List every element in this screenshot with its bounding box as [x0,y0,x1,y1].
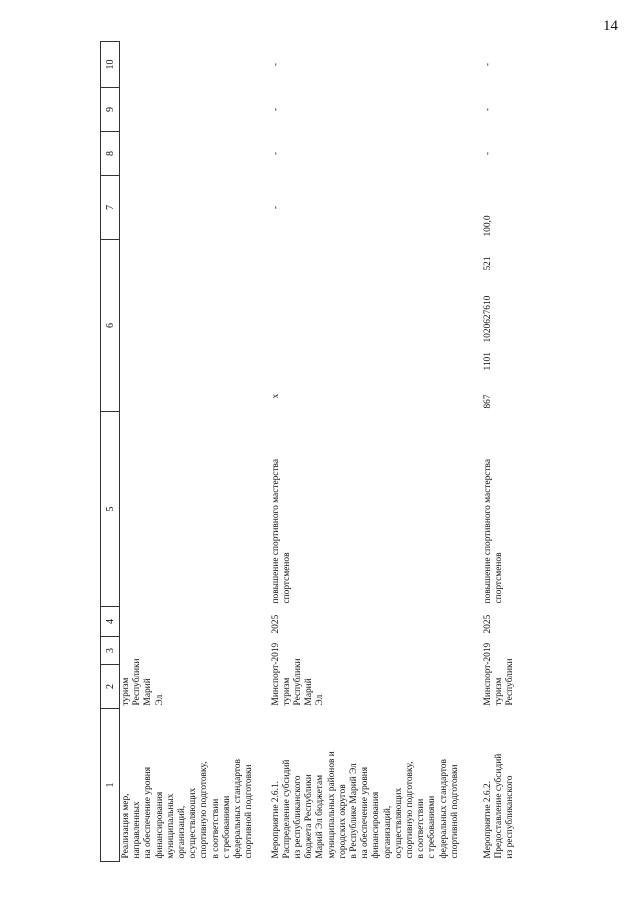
table-row [120,42,270,862]
measure-name-line: Предоставление субсидий [493,753,504,859]
column-header-9: 9 [101,88,120,132]
measure-name-cell [482,709,562,862]
executor-line: туризм [281,677,292,706]
not-applicable-mark: x [270,393,281,399]
col9-cell: - [482,107,493,112]
column-header-3: 3 [101,637,120,665]
amount-cell: 100,0 [482,215,493,237]
col8-cell [120,132,270,176]
table-row [270,42,482,862]
measure-name-line: из республиканского [292,775,303,859]
measure-name-line: финансирования [371,791,382,859]
column-header-4: 4 [101,607,120,637]
measure-name-line: в Республике Марий Эл [348,763,359,859]
budget-code-cell [482,240,562,412]
executor-line: Республики [132,658,143,706]
measure-name-line: федеральных стандартов [233,759,244,859]
executor-cell [482,658,562,709]
amount-cell [120,176,270,240]
measure-name-line: спортивную подготовку, [199,761,210,859]
column-header-10: 10 [101,42,120,88]
measure-name-line: спортивной подготовки [244,764,255,859]
measure-name-cell [120,709,270,862]
table-row [482,42,562,862]
start-year-cell [120,637,270,665]
page-number: 14 [603,18,618,34]
measure-name-line: Марий Эл бюджетам [315,774,326,859]
expected-result-cell: повышение спортивного мастерства спортсменов [482,458,504,604]
executor-line: Республики [292,658,303,706]
amount-cell: - [270,205,281,210]
measure-name-line: Мероприятие 2.6.2. [482,781,493,859]
col10-cell: - [482,62,493,67]
executor-cell [270,658,482,709]
measure-name-line: с требованиями [221,795,232,859]
measure-name-line: на обеспечение уровня [143,766,154,859]
grbs-code: 867 [482,394,493,409]
measure-name-line: Реализация мер, [121,793,131,859]
measure-name-line: в соответствии [210,798,221,859]
executor-cell [120,658,270,709]
measure-name-line: из республиканского [504,775,515,859]
executor-line: Республики [504,658,515,706]
end-year-cell: 2025 [482,614,493,634]
measure-name-line: осуществляющих [393,787,404,859]
start-year-cell: 2019 [482,642,493,662]
measure-name-line: организаций, [177,805,188,859]
column-header-8: 8 [101,132,120,176]
target-article-code: 1020627610 [482,295,493,343]
expected-result-cell: повышение спортивного мастерства спортсменов [270,458,292,604]
executor-line: туризм [121,677,131,706]
rotated-table-content [100,42,595,862]
budget-code-cell [270,240,482,412]
col9-cell [120,88,270,132]
measure-name-line: спортивной подготовки [449,764,460,859]
measure-name-line: городских округов [337,784,348,859]
measure-name-line: в соответствии [416,798,427,859]
executor-line: Марий Эл [304,678,326,706]
col8-cell: - [270,151,281,156]
measure-name-line: муниципальных районов и [326,751,337,859]
col10-cell [120,42,270,88]
expected-result-cell [120,412,270,607]
col10-cell: - [270,62,281,67]
measure-name-line: с требованиями [427,795,438,859]
budget-code-cell [120,240,270,412]
measure-name-line: федеральных стандартов [438,759,449,859]
measure-name-line: организаций, [382,805,393,859]
measure-name-line: Распределение субсидий [281,759,292,859]
measure-name-line: на обеспечение уровня [360,766,371,859]
section-code: 1101 [482,352,493,371]
measure-name-line: бюджета Республики [304,774,315,859]
column-header-5: 5 [101,412,120,607]
measure-name-cell [270,709,482,862]
measure-name-line: финансирования [154,791,165,859]
end-year-cell: 2025 [270,614,281,634]
executor-line: туризм [493,677,504,706]
measure-name-line: муниципальных [165,793,176,859]
column-header-1: 1 [101,709,120,862]
measure-name-line: спортивную подготовку, [404,761,415,859]
end-year-cell [120,607,270,637]
executor-line: Минспорт- [482,661,493,706]
executor-line: Минспорт- [270,661,281,706]
col8-cell: - [482,151,493,156]
column-header-7: 7 [101,176,120,240]
start-year-cell: 2019 [270,642,281,662]
measure-name-line: направленных [132,801,143,859]
program-measures-table [100,41,562,862]
measure-name-line: осуществляющих [188,787,199,859]
col9-cell: - [270,107,281,112]
column-header-6: 6 [101,240,120,412]
rotated-table-area [100,42,595,862]
measure-name-line: Мероприятие 2.6.1. [270,781,281,859]
expense-type-code: 521 [482,256,493,271]
executor-line: Марий Эл [143,678,165,706]
column-header-2: 2 [101,665,120,709]
table-header-row [101,42,120,862]
